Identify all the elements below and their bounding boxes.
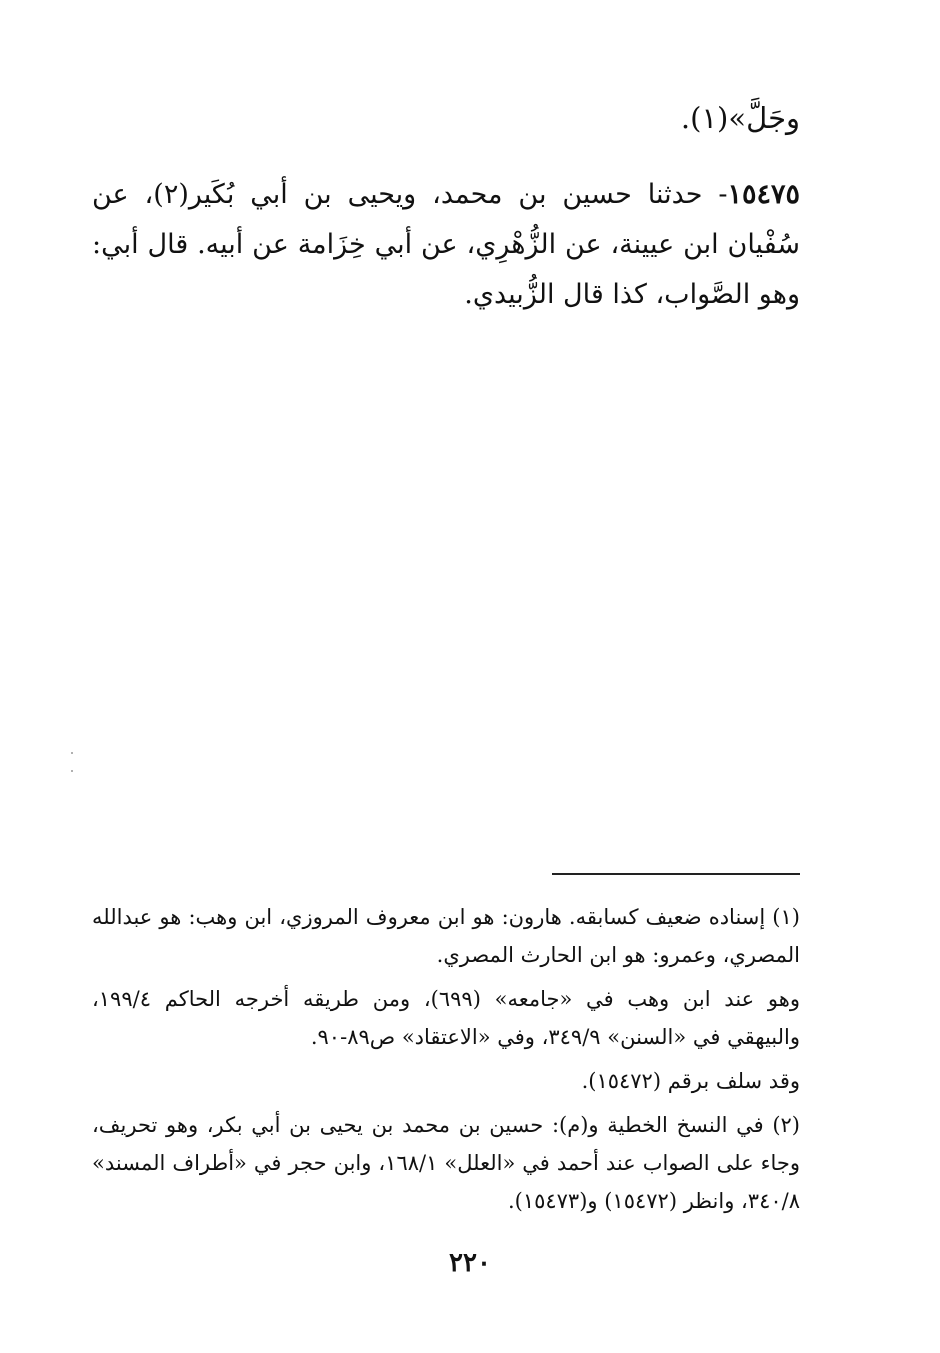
footnote-1-reference: وقد سلف برقم (١٥٤٧٢). xyxy=(581,1069,800,1093)
footnote-1: (١) إسناده ضعيف كسابقه. هارون: هو ابن معروف المروزي، ابن وهب: هو عبدالله المصري، وعمرو: هو ابن الحارث المصري. xyxy=(92,905,800,967)
hadith-paragraph xyxy=(92,170,800,320)
page-number: ٢٢٠ xyxy=(449,1248,491,1278)
footnotes xyxy=(92,898,800,1226)
footnote-2: (٢) في النسخ الخطية و(م): حسين بن محمد بن يحيى بن أبي بكر، وهو تحريف، وجاء على الصواب عند أحمد في «العلل» ١٦٨/١، وابن حجر في «أطراف المسند» ٣٤٠/٨، وانظر (١٥٤٧٢) و(١٥٤٧٣). xyxy=(92,1113,800,1213)
footnote-separator xyxy=(552,873,800,875)
opening-line: وجَلَّ»(١). xyxy=(680,101,800,135)
hadith-text: - حدثنا حسين بن محمد، ويحيى بن أبي بُكَير(٢)، عن سُفْيان ابن عيينة، عن الزُّهْرِي، عن أبي خِزَامة عن أبيه. قال أبي: وهو الصَّواب، كذا قال الزُّبيدي. xyxy=(92,179,800,310)
hadith-number: ١٥٤٧٥ xyxy=(727,179,800,210)
scan-speck xyxy=(71,770,73,772)
scan-speck xyxy=(71,752,73,754)
footnote-1-continuation: وهو عند ابن وهب في «جامعه» (٦٩٩)، ومن طريقه أخرجه الحاكم ١٩٩/٤، والبيهقي في «السنن» ٣٤٩/٩، وفي «الاعتقاد» ص٨٩-٩٠. xyxy=(92,987,800,1049)
